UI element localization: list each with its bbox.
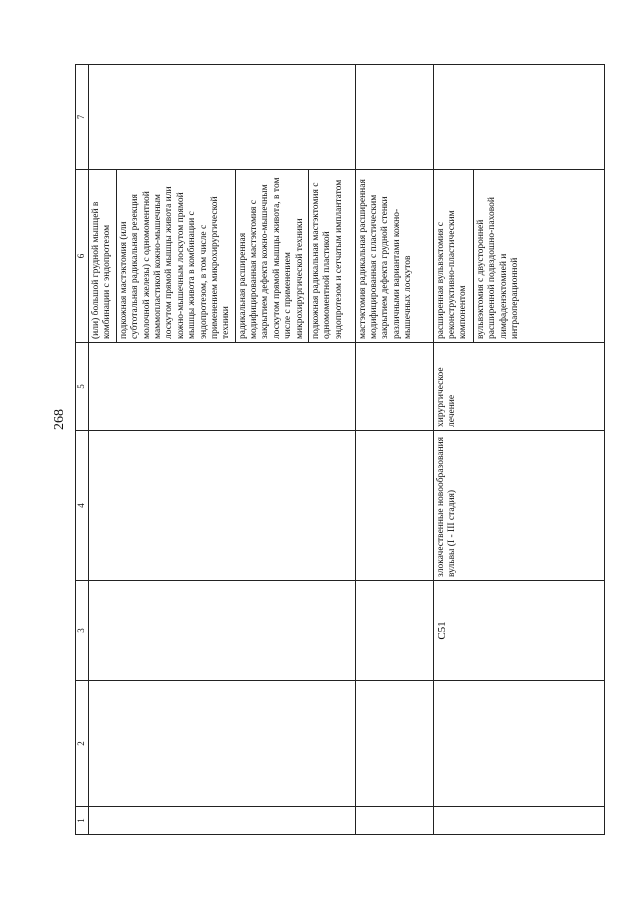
method-text: (или) большой грудной мышцей в комбинации с эндопротезом <box>89 170 116 342</box>
column-number: 1 <box>76 807 89 835</box>
column-number: 5 <box>76 343 89 431</box>
cell-empty <box>89 65 356 170</box>
medical-care-table <box>75 64 605 835</box>
cell-empty <box>433 807 604 835</box>
rotated-table-container <box>75 65 605 835</box>
cell-empty <box>355 65 433 170</box>
method-text: подкожная мастэктомия (или субтотальная радикальная резекция молочной железы) с одномоментной маммопластикой кожно-мышечным лоскутом прямой мышцы живота или кожно-мышечным лоскутом прямой мышцы живота в комбинации с эндопротезом, в том числе с применением микрохирургической техники <box>116 170 235 342</box>
table-row <box>433 65 604 835</box>
cell-empty <box>89 343 356 431</box>
cell-empty <box>355 431 433 581</box>
methods-cell <box>433 170 604 343</box>
cell-empty <box>89 807 356 835</box>
column-number: 2 <box>76 681 89 807</box>
column-number: 3 <box>76 581 89 681</box>
cell-empty <box>89 581 356 681</box>
cell-empty <box>433 65 604 170</box>
cell-empty <box>355 343 433 431</box>
method-text: вульвэктомия с двусторонней расширенной подвздошно-паховой лимфаденэктомией и интраоперационной <box>474 170 604 342</box>
column-number-row <box>76 65 89 835</box>
methods-cell <box>89 170 356 343</box>
method-text: подкожная радикальная мастэктомия с одномоментной пластикой эндопротезом и сетчатым имплантатом <box>309 170 355 342</box>
cell-empty <box>433 681 604 807</box>
cell-empty <box>89 431 356 581</box>
cell-empty <box>355 681 433 807</box>
column-number: 7 <box>76 65 89 170</box>
table-row <box>355 65 433 835</box>
column-number: 6 <box>76 170 89 343</box>
cell-empty <box>355 581 433 681</box>
cell-empty <box>89 681 356 807</box>
cell-empty <box>355 807 433 835</box>
page-number: 268 <box>52 409 67 430</box>
column-number: 4 <box>76 431 89 581</box>
methods-subtable <box>89 170 355 342</box>
method-text: радикальная расширенная модифицированная мастэктомия с закрытием дефекта кожно-мышечным лоскутом прямой мышцы живота, в том числе с применением микрохирургической техники <box>235 170 308 342</box>
methods-subtable <box>434 170 604 342</box>
treatment-type: хирургическое лечение <box>433 343 604 431</box>
icd-code: C51 <box>433 581 604 681</box>
method-text: расширенная вульвэктомия с реконструктивно-пластическим компонентом <box>434 170 474 342</box>
method-text: мастэктомия радикальная расширенная модифицированная с пластическим закрытием дефекта грудной стенки различными вариантами кожно-мышечных лоскутов <box>355 170 433 343</box>
table-row <box>89 65 356 835</box>
diagnosis-text: злокачественные новообразования вульвы (I - III стадия) <box>433 431 604 581</box>
